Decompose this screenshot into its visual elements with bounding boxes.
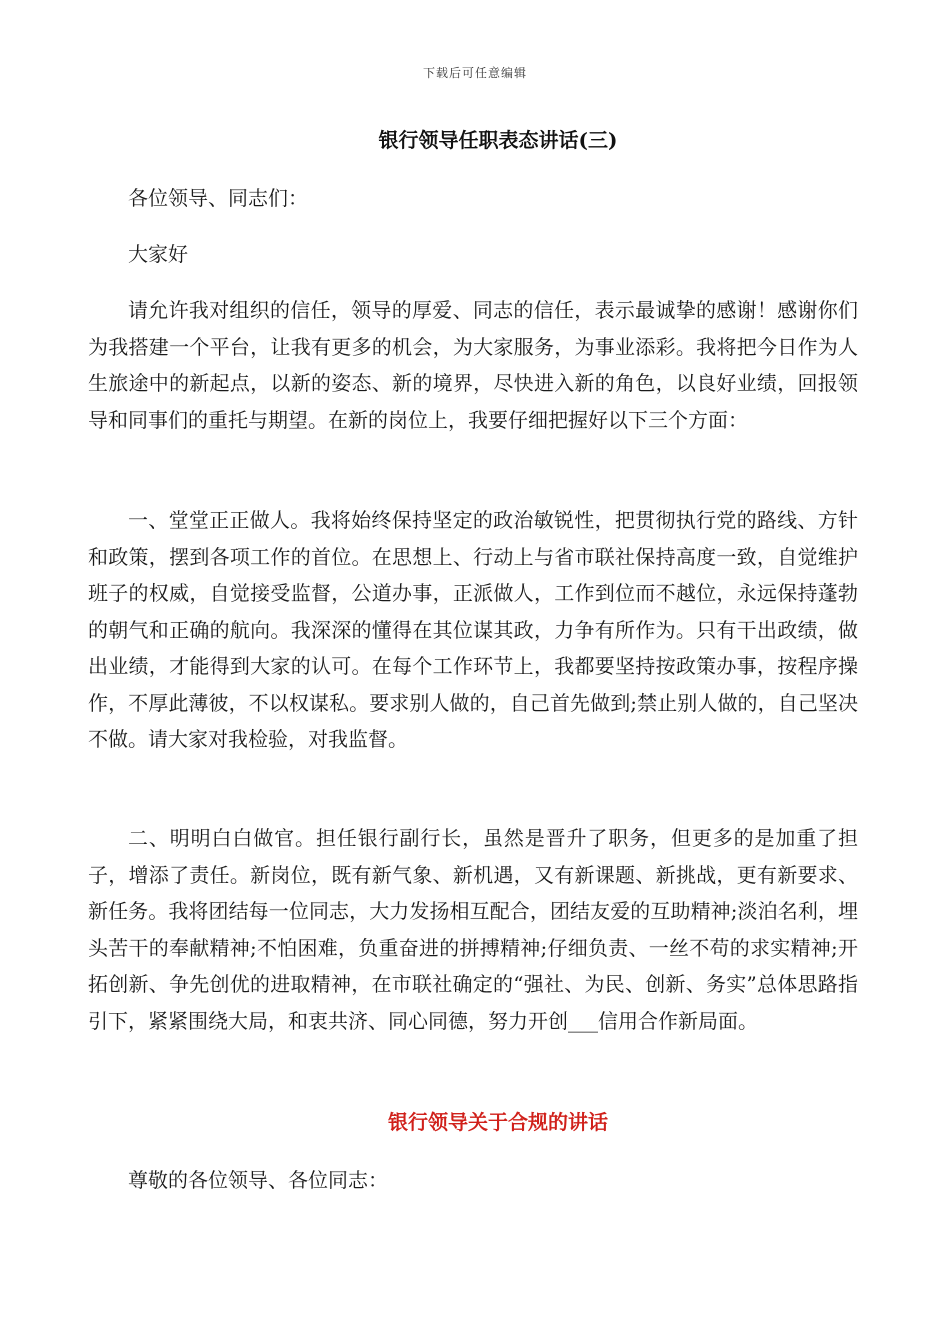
- salutation-text: 各位领导、同志们：: [128, 186, 308, 210]
- paragraph-3-text: 二、明明白白做官。担任银行副行长，虽然是晋升了职务，但更多的是加重了担子，增添了责任。新岗位，既有新气象、新机遇，又有新课题、新挑战，更有新要求、新任务。我将团结每一位同志，大力发扬相互配合，团结友爱的互助精神;淡泊名利，埋头苦干的奉献精神;不怕困难，负重奋进的拼搏精神;仔细负责、一丝不苟的求实精神;开拓创新、争先创优的进取精神，在市联社确定的“强社、为民、创新、务实”总体思路指引下，紧紧围绕大局，和衷共济、同心同德，努力开创___信用合作新局面。: [88, 826, 858, 1033]
- header-note: 下载后可任意编辑: [422, 66, 527, 80]
- salutation: [88, 180, 858, 217]
- paragraph-1-text: 请允许我对组织的信任，领导的厚爱、同志的信任，表示最诚挚的感谢！感谢你们为我搭建一个平台，让我有更多的机会，为大家服务，为事业添彩。我将把今日作为人生旅途中的新起点，以新的姿态、新的境界，尽快进入新的角色，以良好业绩，回报领导和同事们的重托与期望。在新的岗位上，我要仔细把握好以下三个方面：: [88, 298, 858, 432]
- greeting-text: 大家好: [128, 242, 188, 266]
- paragraph-2-text: 一、堂堂正正做人。我将始终保持坚定的政治敏锐性，把贯彻执行党的路线、方针和政策，摆到各项工作的首位。在思想上、行动上与省市联社保持高度一致，自觉维护班子的权威，自觉接受监督，公道办事，正派做人，工作到位而不越位，永远保持蓬勃的朝气和正确的航向。我深深的懂得在其位谋其政，力争有所作为。只有干出政绩，做出业绩，才能得到大家的认可。在每个工作环节上，我都要坚持按政策办事，按程序操作，不厚此薄彼，不以权谋私。要求别人做的，自己首先做到;禁止别人做的，自己坚决不做。请大家对我检验，对我监督。: [88, 508, 858, 751]
- greeting: [88, 236, 858, 273]
- paragraph-2: [88, 502, 858, 758]
- paragraph-3: [88, 820, 858, 1039]
- section-title: 银行领导关于合规的讲话: [388, 1110, 608, 1134]
- salutation-2-text: 尊敬的各位领导、各位同志：: [128, 1168, 388, 1192]
- paragraph-1: [88, 292, 858, 438]
- page-title: 银行领导任职表态讲话(三): [378, 128, 618, 152]
- salutation-2: [88, 1162, 858, 1199]
